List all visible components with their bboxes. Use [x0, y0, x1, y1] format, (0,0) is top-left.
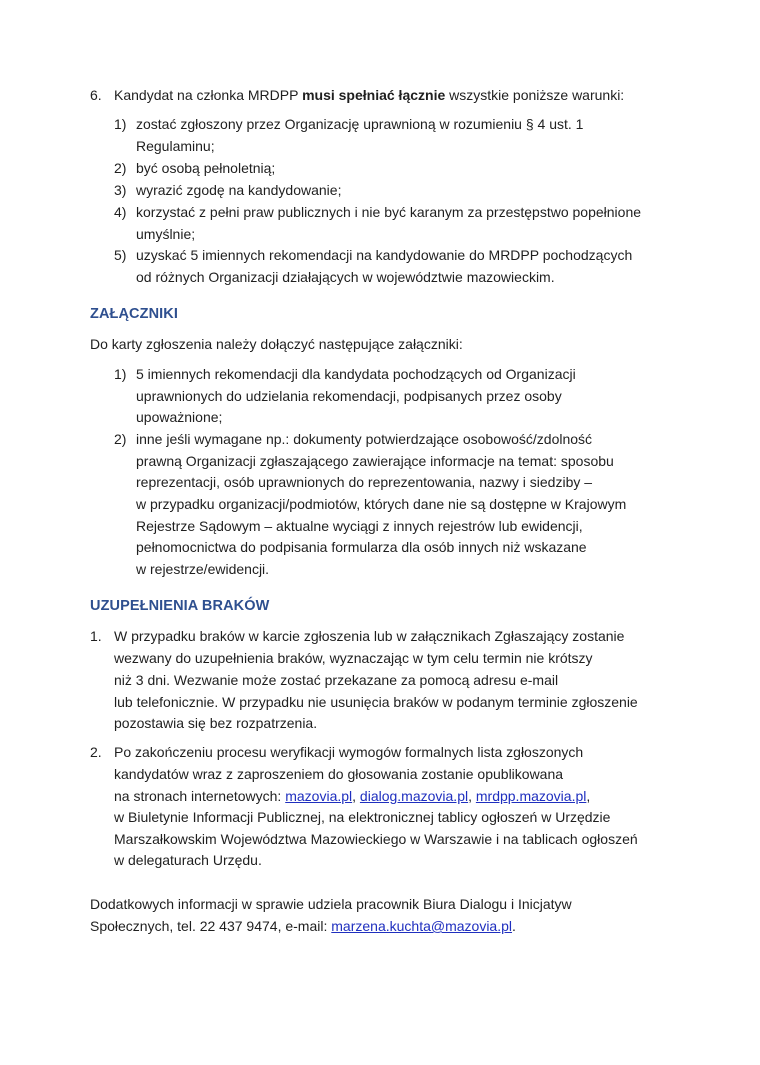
links-suffix: , [586, 788, 591, 804]
link-mazovia[interactable]: mazovia.pl [285, 788, 353, 804]
list-item-line: korzystać z pełni praw publicznych i nie być karanym za przestępstwo popełnione [136, 204, 642, 220]
list-item-line: upoważnione; [136, 409, 223, 425]
list-item-line: niż 3 dni. Wezwanie może zostać przekazane za pomocą adresu e-mail [114, 672, 559, 688]
list-item-line: Marszałkowskim Województwa Mazowieckiego w Warszawie i na tablicach ogłoszeń [114, 831, 638, 847]
link-dialog-mazovia[interactable]: dialog.mazovia.pl [359, 788, 469, 804]
attachments-heading: ZAŁĄCZNIKI [90, 306, 178, 322]
list-item-line: wyrazić zgodę na kandydowanie; [136, 182, 342, 198]
link-separator: , [352, 788, 360, 804]
link-separator: , [468, 788, 476, 804]
email-link[interactable]: marzena.kuchta@mazovia.pl [331, 918, 513, 934]
list-item-line: Rejestrze Sądowym – aktualne wyciągi z innych rejestrów lub ewidencji, [136, 518, 583, 534]
list-number: 2) [114, 431, 127, 447]
contact-line-2 [90, 915, 516, 937]
links-prefix: na stronach internetowych: [114, 788, 286, 804]
list-item-line: 5 imiennych rekomendacji dla kandydata pochodzących od Organizacji [136, 366, 576, 382]
list-number: 1) [114, 116, 127, 132]
list-item-line: inne jeśli wymagane np.: dokumenty potwierdzające osobowość/zdolność [136, 431, 593, 447]
list-item-line: w delegaturach Urzędu. [114, 852, 262, 868]
list-item-line: być osobą pełnoletnią; [136, 160, 276, 176]
item-number: 6. [90, 87, 102, 103]
attachments-intro: Do karty zgłoszenia należy dołączyć następujące załączniki: [90, 336, 463, 352]
list-item-line: W przypadku braków w karcie zgłoszenia lub w załącznikach Zgłaszający zostanie [114, 628, 625, 644]
intro-text: Kandydat na członka MRDPP [114, 87, 303, 103]
list-number: 3) [114, 182, 127, 198]
link-mrdpp-mazovia[interactable]: mrdpp.mazovia.pl [475, 788, 587, 804]
intro-bold-text: musi spełniać łącznie [302, 87, 446, 103]
list-item-line: od różnych Organizacji działających w województwie mazowieckim. [136, 269, 555, 285]
list-item-line: Regulaminu; [136, 138, 215, 154]
list-item-line: zostać zgłoszony przez Organizację uprawnioną w rozumieniu § 4 ust. 1 [136, 116, 584, 132]
contact-prefix: Społecznych, tel. 22 437 9474, e-mail: [90, 918, 332, 934]
list-item-line: Po zakończeniu procesu weryfikacji wymogów formalnych lista zgłoszonych [114, 744, 584, 760]
list-number: 1. [90, 628, 102, 644]
list-item-line: umyślnie; [136, 226, 196, 242]
deficiencies-heading: UZUPEŁNIENIA BRAKÓW [90, 598, 270, 614]
list-number: 1) [114, 366, 127, 382]
list-item-line: w Biuletynie Informacji Publicznej, na elektronicznej tablicy ogłoszeń w Urzędzie [114, 809, 611, 825]
list-number: 4) [114, 204, 127, 220]
conditions-intro [114, 84, 624, 106]
list-item-line: pozostawia się bez rozpatrzenia. [114, 715, 318, 731]
list-item-line: prawną Organizacji zgłaszającego zawierające informacje na temat: sposobu [136, 453, 614, 469]
list-item-line: uprawnionych do udzielania rekomendacji, podpisanych przez osoby [136, 388, 562, 404]
links-line [114, 785, 590, 807]
list-item-line: pełnomocnictwa do podpisania formularza dla osób innych niż wskazane [136, 539, 587, 555]
contact-line-1: Dodatkowych informacji w sprawie udziela pracownik Biura Dialogu i Inicjatyw [90, 896, 572, 912]
list-item-line: w przypadku organizacji/podmiotów, których dane nie są dostępne w Krajowym [136, 496, 627, 512]
list-number: 2) [114, 160, 127, 176]
list-item-line: kandydatów wraz z zaproszeniem do głosowania zostanie opublikowana [114, 766, 564, 782]
list-number: 5) [114, 247, 127, 263]
intro-text-end: wszystkie poniższe warunki: [445, 87, 625, 103]
list-number: 2. [90, 744, 102, 760]
list-item-line: reprezentacji, osób uprawnionych do reprezentowania, nazwy i siedziby – [136, 474, 593, 490]
list-item-line: uzyskać 5 imiennych rekomendacji na kandydowanie do MRDPP pochodzących [136, 247, 633, 263]
list-item-line: lub telefonicznie. W przypadku nie usunięcia braków w podanym terminie zgłoszenie [114, 694, 638, 710]
list-item-line: wezwany do uzupełnienia braków, wyznaczając w tym celu termin nie krótszy [114, 650, 593, 666]
list-item-line: w rejestrze/ewidencji. [136, 561, 270, 577]
contact-suffix: . [512, 918, 516, 934]
